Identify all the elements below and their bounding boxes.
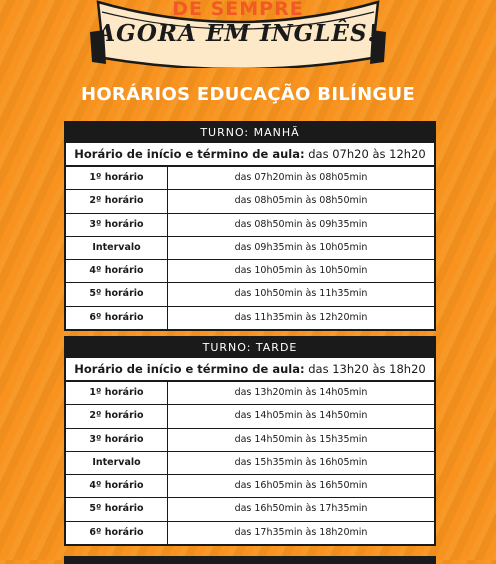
table-row <box>66 429 434 452</box>
schedule-table-manha <box>64 121 436 331</box>
table-row <box>66 382 434 405</box>
period-time: das 11h35min às 12h20min <box>234 311 368 323</box>
class-hours-value: das 07h20 às 12h20 <box>308 147 426 161</box>
period-time: das 14h05min às 14h50min <box>234 410 368 422</box>
banner-top-text: DE SEMPRE <box>172 0 304 20</box>
class-hours-label: Horário de início e término de aula: <box>74 362 305 376</box>
table-row <box>66 452 434 475</box>
turno-header: TURNO: TARDE <box>66 338 434 358</box>
period-time: das 16h05min às 16h50min <box>234 480 368 492</box>
period-label: 1º horário <box>66 167 168 189</box>
period-time: das 13h20min às 14h05min <box>234 387 368 398</box>
table-row <box>66 405 434 428</box>
table-row <box>66 475 434 498</box>
period-time: das 17h35min às 18h20min <box>234 526 368 538</box>
period-label: 4º horário <box>66 475 168 497</box>
schedule-table-tarde <box>64 336 436 546</box>
table-row <box>66 237 434 260</box>
period-label: 6º horário <box>66 522 168 544</box>
class-hours-label: Horário de início e término de aula: <box>74 147 305 161</box>
period-time: das 15h35min às 16h05min <box>234 456 368 468</box>
class-hours-value: das 13h20 às 18h20 <box>308 362 426 376</box>
period-label: 1º horário <box>66 382 168 404</box>
period-label: 4º horário <box>66 260 168 282</box>
class-hours-summary <box>66 358 434 382</box>
period-label: 2º horário <box>66 405 168 427</box>
period-time: das 09h35min às 10h05min <box>234 241 368 253</box>
period-label: 6º horário <box>66 307 168 329</box>
table-row <box>66 214 434 237</box>
period-label: 5º horário <box>66 498 168 520</box>
banner-bottom-text: AGORA EM INGLÊS! <box>97 20 379 47</box>
table-row <box>66 190 434 213</box>
period-label: 2º horário <box>66 190 168 212</box>
period-label: Intervalo <box>66 452 168 474</box>
period-label: 3º horário <box>66 214 168 236</box>
banner-logo <box>88 0 388 68</box>
turno-header: TURNO: MANHÃ <box>66 123 434 143</box>
class-hours-summary <box>66 143 434 167</box>
table-row <box>66 167 434 190</box>
period-time: das 08h05min às 08h50min <box>234 195 368 207</box>
table-row <box>66 307 434 329</box>
period-time: das 16h50min às 17h35min <box>234 503 368 515</box>
table-row <box>66 283 434 306</box>
period-time: das 10h50min às 11h35min <box>234 288 368 300</box>
table-row <box>66 498 434 521</box>
period-label: Intervalo <box>66 237 168 259</box>
period-time: das 14h50min às 15h35min <box>234 433 368 445</box>
period-time: das 07h20min às 08h05min <box>234 172 368 183</box>
page-title: HORÁRIOS EDUCAÇÃO BILÍNGUE <box>80 84 416 105</box>
table-row <box>66 260 434 283</box>
next-table-edge <box>64 556 436 564</box>
period-time: das 10h05min às 10h50min <box>234 265 368 277</box>
period-time: das 08h50min às 09h35min <box>234 218 368 230</box>
period-label: 5º horário <box>66 283 168 305</box>
period-label: 3º horário <box>66 429 168 451</box>
table-row <box>66 522 434 544</box>
